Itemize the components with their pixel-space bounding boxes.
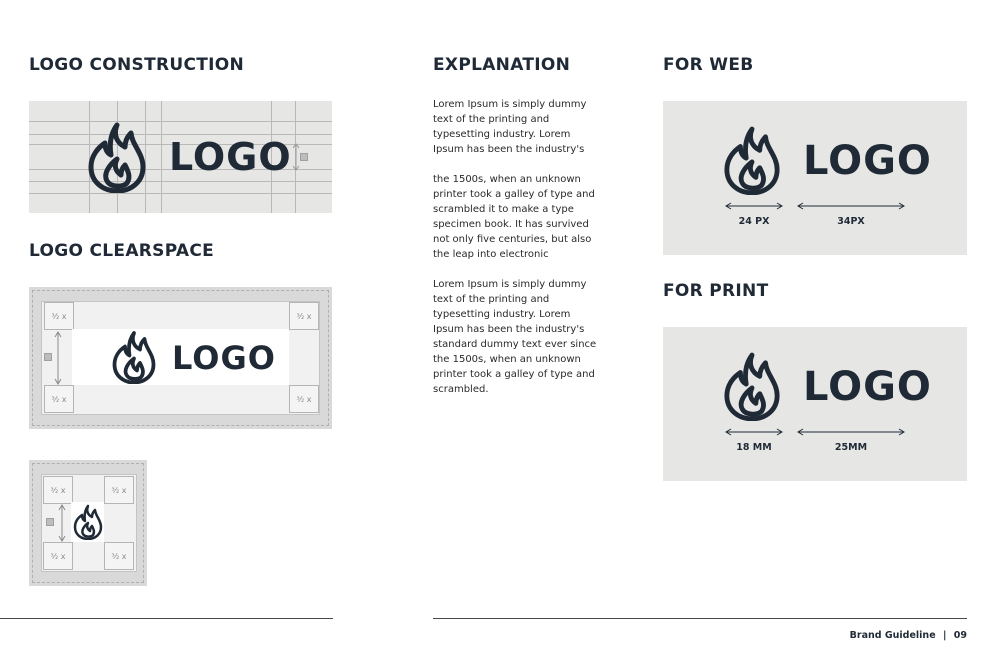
x-marker-icon: [46, 518, 54, 526]
clearspace-marker: ³⁄₂ x: [43, 542, 73, 570]
footer-label: Brand Guideline: [849, 630, 936, 641]
logo-wordmark: LOGO: [803, 364, 932, 410]
heading-for-web: FOR WEB: [663, 55, 754, 75]
double-arrow-icon: [725, 427, 783, 437]
grid-line: [29, 181, 332, 182]
web-logo-panel: [663, 101, 967, 255]
x-marker-icon: [44, 353, 52, 361]
footer: [850, 630, 967, 641]
double-arrow-icon: [797, 427, 905, 437]
logo-wordmark: LOGO: [172, 339, 276, 377]
explanation-text: [433, 97, 603, 412]
logo-construction-panel: [29, 101, 332, 213]
explanation-paragraph: Lorem Ipsum is simply dummy text of the printing and typesetting industry. Lorem Ipsum has been the industry's: [433, 99, 587, 155]
double-arrow-icon: [725, 201, 783, 211]
grid-line: [29, 193, 332, 194]
flame-icon: [723, 125, 781, 195]
print-icon-size-label: 18 MM: [736, 442, 772, 453]
clearspace-marker: ³⁄₂ x: [104, 542, 134, 570]
x-marker-icon: [300, 153, 308, 161]
heading-logo-clearspace: LOGO CLEARSPACE: [29, 241, 215, 261]
heading-logo-construction: LOGO CONSTRUCTION: [29, 55, 245, 75]
heading-for-print: FOR PRINT: [663, 281, 769, 301]
web-wordmark-size-label: 34PX: [837, 216, 865, 227]
double-arrow-icon: [57, 504, 67, 542]
flame-icon: [723, 351, 781, 421]
flame-icon: [87, 121, 147, 193]
flame-icon: [111, 330, 157, 384]
clearspace-marker: ³⁄₂ x: [44, 302, 74, 330]
logo-wordmark: LOGO: [803, 138, 932, 184]
web-icon-size-label: 24 PX: [738, 216, 770, 227]
grid-line: [29, 121, 332, 122]
clearspace-marker: ³⁄₂ x: [289, 385, 319, 413]
explanation-paragraph: the 1500s, when an unknown printer took a galley of type and scrambled it to make a type specimen book. It has survived not only five centuries, but also the leap into electronic: [433, 174, 595, 260]
explanation-paragraph: Lorem Ipsum is simply dummy text of the printing and typesetting industry. Lorem Ipsum has been the industry's standard dummy text ever since the 1500s, when an unknown printer took a galley of type and scrambled.: [433, 279, 597, 395]
double-arrow-icon: [797, 201, 905, 211]
flame-icon: [73, 504, 103, 540]
heading-explanation: EXPLANATION: [433, 55, 571, 75]
clearspace-icon-panel: [29, 460, 147, 586]
print-wordmark-size-label: 25MM: [834, 442, 868, 453]
page-number: 09: [953, 630, 967, 641]
footer-rule-left: [0, 618, 333, 619]
clearspace-marker: ³⁄₂ x: [289, 302, 319, 330]
print-logo-panel: [663, 327, 967, 481]
clearspace-marker: ³⁄₂ x: [104, 476, 134, 504]
footer-separator: |: [942, 630, 947, 641]
clearspace-panel: [29, 287, 332, 429]
clearspace-marker: ³⁄₂ x: [43, 476, 73, 504]
logo-wordmark: LOGO: [169, 135, 292, 179]
grid-line: [161, 101, 162, 213]
footer-rule-right: [433, 618, 967, 619]
clearspace-marker: ³⁄₂ x: [44, 385, 74, 413]
double-arrow-icon: [53, 331, 63, 385]
